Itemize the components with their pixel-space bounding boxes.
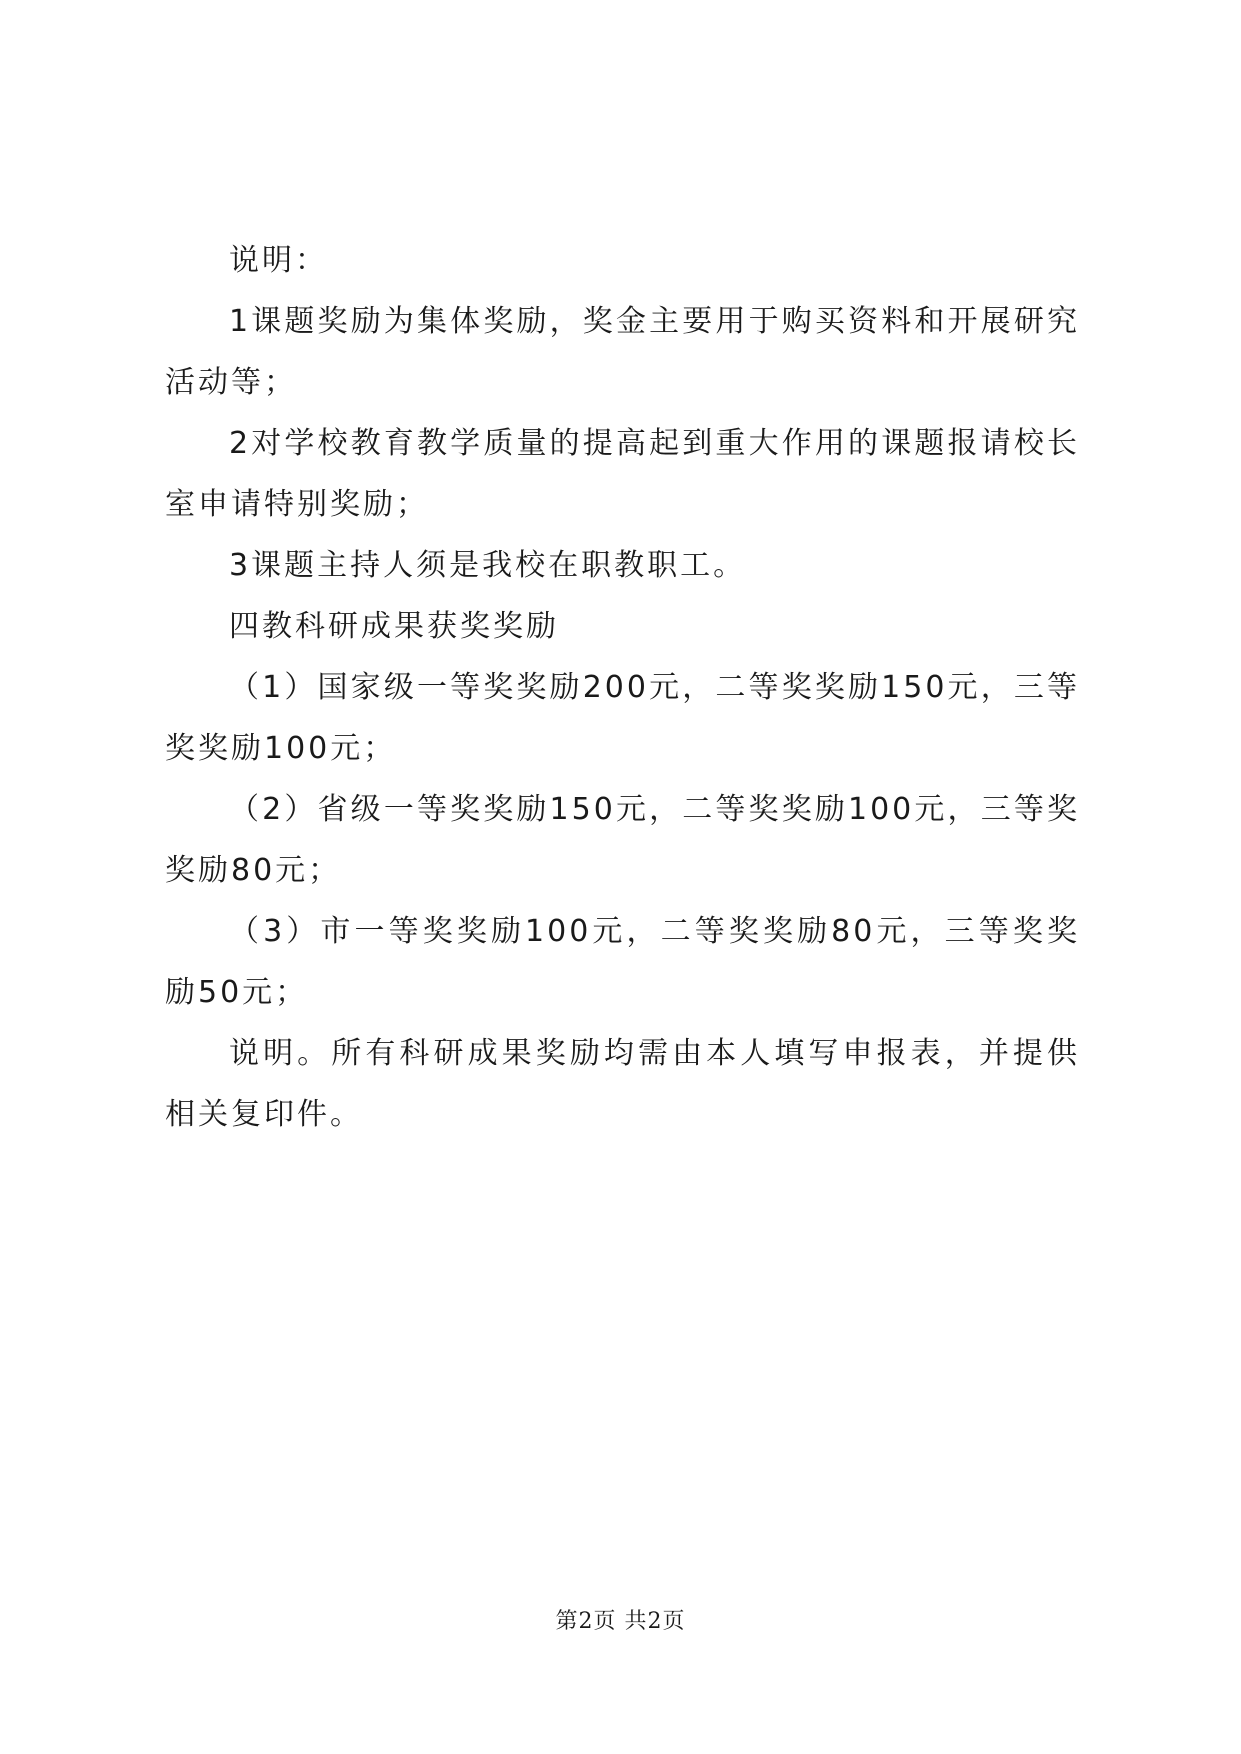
note-item-2: 2对学校教育教学质量的提高起到重大作用的课题报请校长室申请特别奖励； [165,426,1080,522]
award-item-national: （1）国家级一等奖奖励200元，二等奖奖励150元，三等奖奖励100元； [165,670,1080,766]
document-body [165,230,1080,1145]
section-heading-awards: 四教科研成果获奖奖励 [229,609,559,644]
award-item-provincial: （2）省级一等奖奖励150元，二等奖奖励100元，三等奖奖励80元； [165,792,1080,888]
note-item-3: 3课题主持人须是我校在职教职工。 [229,548,747,583]
award-item-city: （3）市一等奖奖励100元，二等奖奖励80元，三等奖奖励50元； [165,914,1080,1010]
note-item-1: 1课题奖励为集体奖励，奖金主要用于购买资料和开展研究活动等； [165,304,1080,400]
closing-note: 说明。所有科研成果奖励均需由本人填写申报表，并提供相关复印件。 [165,1036,1080,1132]
note-heading: 说明： [229,243,328,278]
page-number-footer: 第2页 共2页 [555,1609,686,1634]
